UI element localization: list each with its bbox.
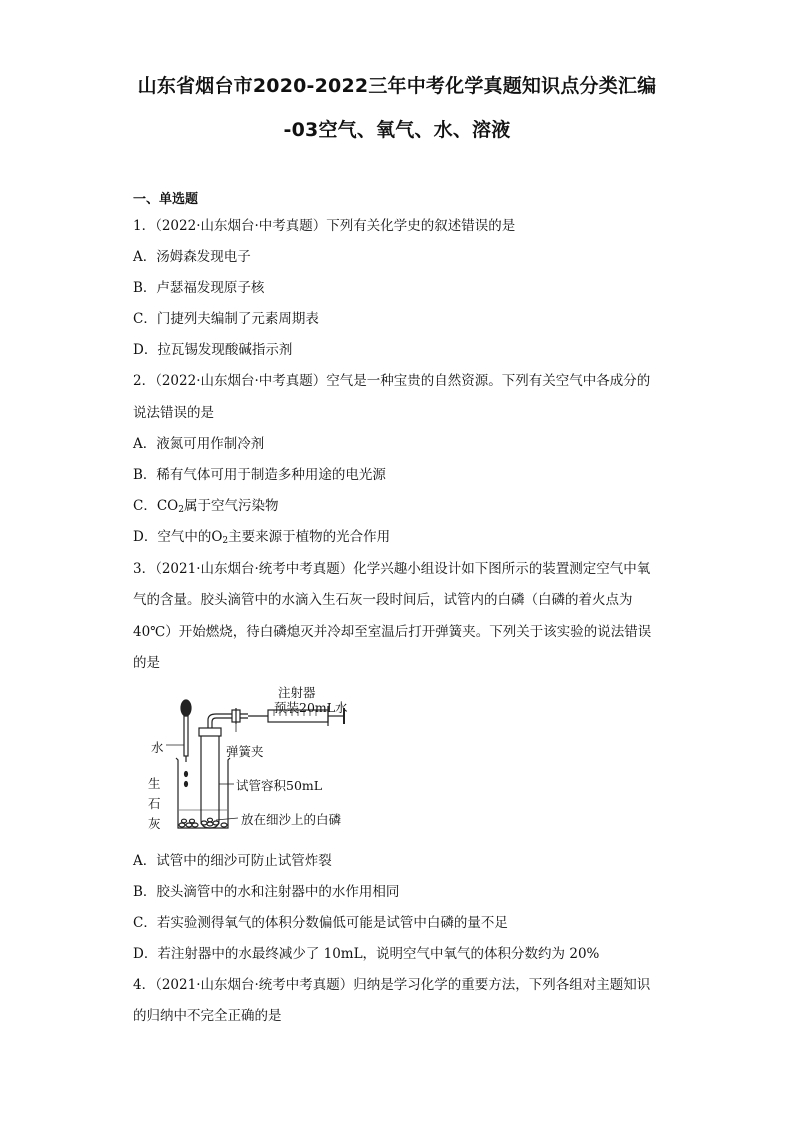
q2-option-c-text: C．CO [133,498,179,514]
apparatus-figure [148,680,388,835]
q2-option-d-text: D．空气中的O [133,529,223,545]
dropper-tube [184,716,188,756]
q2-option-b[interactable]: B．稀有气体可用于制造多种用途的电光源 [133,467,386,483]
q3-option-d[interactable]: D．若注射器中的水最终减少了 10mL，说明空气中氧气的体积分数约为 20% [133,946,600,962]
q2-stem-line-2: 说法错误的是 [133,405,214,421]
q1-option-c[interactable]: C．门捷列夫编制了元素周期表 [133,311,319,327]
q3-stem-line-3: 40℃）开始燃烧，待白磷熄灭并冷却至室温后打开弹簧夹。下列关于该实验的说法错误 [133,624,652,640]
label-lime-2: 石 [148,796,161,811]
q4-stem-line-1: 4．（2021·山东烟台·统考中考真题）归纳是学习化学的重要方法，下列各组对主题知识 [133,977,651,993]
label-tube-volume: 试管容积50mL [236,778,323,793]
label-clamp: 弹簧夹 [226,744,264,759]
document-title-line-2: -03空气、氧气、水、溶液 [283,119,511,141]
q3-stem-line-2: 气的含量。胶头滴管中的水滴入生石灰一段时间后，试管内的白磷（白磷的着火点为 [133,592,633,608]
label-lime-1: 生 [148,776,161,791]
q3-option-c[interactable]: C．若实验测得氧气的体积分数偏低可能是试管中白磷的量不足 [133,915,508,931]
dropper-bulb [181,700,191,716]
q2-option-c[interactable] [133,494,278,515]
q1-stem: 1．（2022·山东烟台·中考真题）下列有关化学史的叙述错误的是 [133,218,516,234]
subscript: 2 [178,505,184,515]
stopper [199,728,221,736]
water-drop [185,772,188,777]
document-title-line-1: 山东省烟台市2020-2022三年中考化学真题知识点分类汇编 [137,75,657,97]
label-prefill: 预装20mL水 [274,700,348,715]
q2-option-c-text-tail: 属于空气污染物 [183,498,279,514]
label-water: 水 [151,740,164,755]
water-drop [185,782,188,787]
section-heading: 一、单选题 [133,192,199,207]
subscript: 2 [222,536,229,546]
glass-tube [212,718,248,728]
label-phosphorus: 放在细沙上的白磷 [241,812,342,827]
q1-option-a[interactable]: A．汤姆森发现电子 [133,249,251,265]
q3-option-a[interactable]: A．试管中的细沙可防止试管炸裂 [133,853,332,869]
q2-option-d-text-tail: 主要来源于植物的光合作用 [228,529,391,545]
label-syringe: 注射器 [278,685,316,700]
label-lime-3: 灰 [148,816,161,831]
q2-option-d[interactable] [133,525,390,546]
q4-stem-line-2: 的归纳中不完全正确的是 [133,1008,282,1024]
q2-stem-line-1: 2．（2022·山东烟台·中考真题）空气是一种宝贵的自然资源。下列有关空气中各成分的 [133,373,651,389]
q1-option-d[interactable]: D．拉瓦锡发现酸碱指示剂 [133,342,293,358]
q1-option-b[interactable]: B．卢瑟福发现原子核 [133,280,265,296]
q3-stem-line-4: 的是 [133,655,160,671]
glass-tube [208,714,248,728]
sand-with-phosphorus [201,818,219,826]
test-tube [201,736,219,828]
beaker [176,758,230,828]
q3-option-b[interactable]: B．胶头滴管中的水和注射器中的水作用相同 [133,884,400,900]
q3-stem-line-1: 3．（2021·山东烟台·统考中考真题）化学兴趣小组设计如下图所示的装置测定空气中氧 [133,561,651,577]
q2-option-a[interactable]: A．液氮可用作制冷剂 [133,436,265,452]
